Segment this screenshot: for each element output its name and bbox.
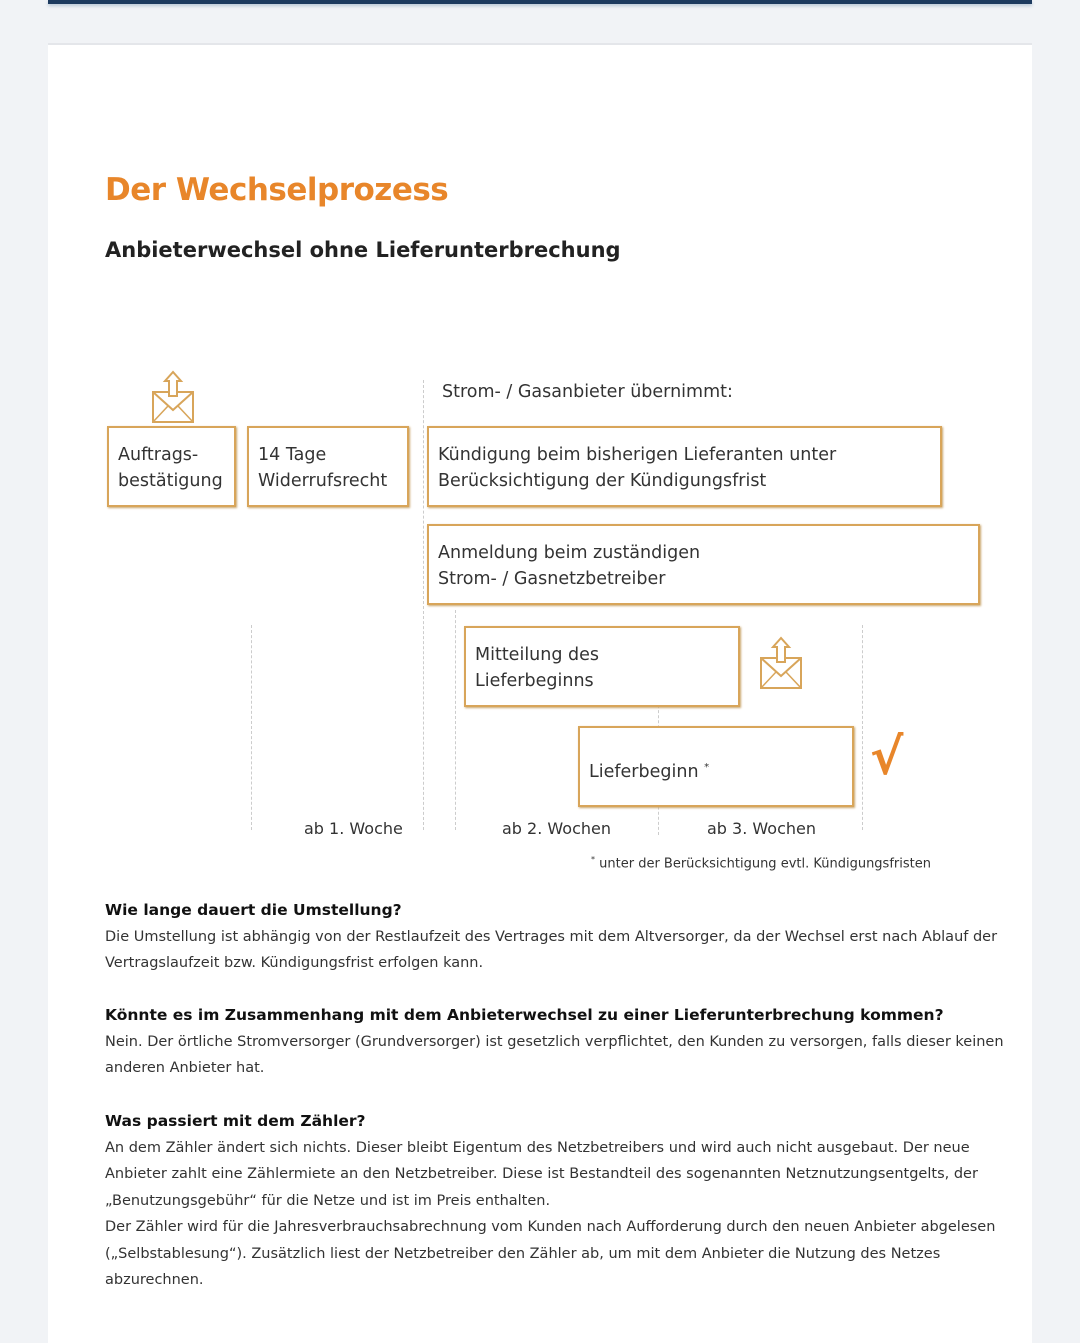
footnote: [591, 855, 931, 871]
envelope-send-icon: [758, 636, 804, 692]
check-icon: √: [870, 728, 904, 786]
page-title: Der Wechselprozess: [105, 172, 449, 208]
faq-answer: Die Umstellung ist abhängig von der Restlaufzeit des Vertrages mit dem Altversorger, da der Wechsel erst nach Ablauf der Vertragslaufzeit bzw. Kündigungsfrist erfolgen kann.: [105, 928, 998, 971]
asterisk: *: [704, 762, 710, 773]
box-text: Lieferbeginn: [589, 761, 699, 782]
box-text: Strom- / Gasnetzbetreiber: [438, 569, 666, 589]
divider: [423, 380, 424, 830]
box-text: Mitteilung des: [475, 645, 600, 665]
box-auftragsbestaetigung: [107, 426, 236, 507]
divider: [862, 625, 863, 830]
label-week3: ab 3. Wochen: [707, 819, 816, 838]
faq-question: Könnte es im Zusammenhang mit dem Anbieterwechsel zu einer Lieferunterbrechung kommen?: [105, 1006, 944, 1024]
faq-answer: Der Zähler wird für die Jahresverbrauchsabrechnung vom Kunden nach Aufforderung durch den neuen Anbieter abgelesen („Selbstablesung“). Zusätzlich liest der Netzbetreiber den Zähler ab, um mit dem Anbieter die Nutzung des Netzes abzurechnen.: [105, 1219, 996, 1288]
box-text: Kündigung beim bisherigen Lieferanten unter: [438, 445, 837, 465]
box-text: Berücksichtigung der Kündigungsfrist: [438, 471, 767, 491]
box-lieferbeginn: [578, 726, 854, 807]
box-text: Auftrags-: [118, 445, 199, 465]
box-text: 14 Tage: [258, 445, 327, 465]
box-mitteilung: [464, 626, 740, 707]
diagram-header: Strom- / Gasanbieter übernimmt:: [442, 382, 733, 402]
faq-answer: Nein. Der örtliche Stromversorger (Grundversorger) ist gesetzlich verpflichtet, den Kunden zu versorgen, falls dieser keinen anderen Anbieter hat.: [105, 1033, 1004, 1076]
box-text: Lieferbeginns: [475, 671, 594, 691]
faq-question: Wie lange dauert die Umstellung?: [105, 901, 402, 919]
asterisk: *: [591, 855, 595, 864]
box-widerrufsrecht: [247, 426, 409, 507]
footnote-text: unter der Berücksichtigung evtl. Kündigungsfristen: [599, 856, 931, 872]
faq-question: Was passiert mit dem Zähler?: [105, 1112, 366, 1130]
faq-item: [105, 897, 1015, 977]
top-bar: [48, 0, 1032, 4]
box-anmeldung: [427, 524, 980, 605]
box-text: Anmeldung beim zuständigen: [438, 543, 701, 563]
faq-item: [105, 1108, 1015, 1294]
box-text: Widerrufsrecht: [258, 471, 388, 491]
divider: [251, 625, 252, 830]
faq-answer: An dem Zähler ändert sich nichts. Dieser bleibt Eigentum des Netzbetreibers und wird auch nicht ausgebaut. Der neue Anbieter zahlt eine Zählermiete an den Netzbetreiber. Diese ist Bestandteil des sogenannten Netznutzungsentgelts, der „Benutzungsgebühr“ für die Netze und ist im Preis enthalten.: [105, 1139, 978, 1209]
box-text: bestätigung: [118, 471, 223, 491]
page-subtitle: Anbieterwechsel ohne Lieferunterbrechung: [105, 238, 621, 262]
envelope-send-icon: [150, 370, 196, 426]
faq-item: [105, 1002, 1015, 1082]
box-kuendigung: [427, 426, 942, 507]
label-week1: ab 1. Woche: [304, 819, 403, 838]
divider: [455, 610, 456, 830]
label-week2: ab 2. Wochen: [502, 819, 611, 838]
